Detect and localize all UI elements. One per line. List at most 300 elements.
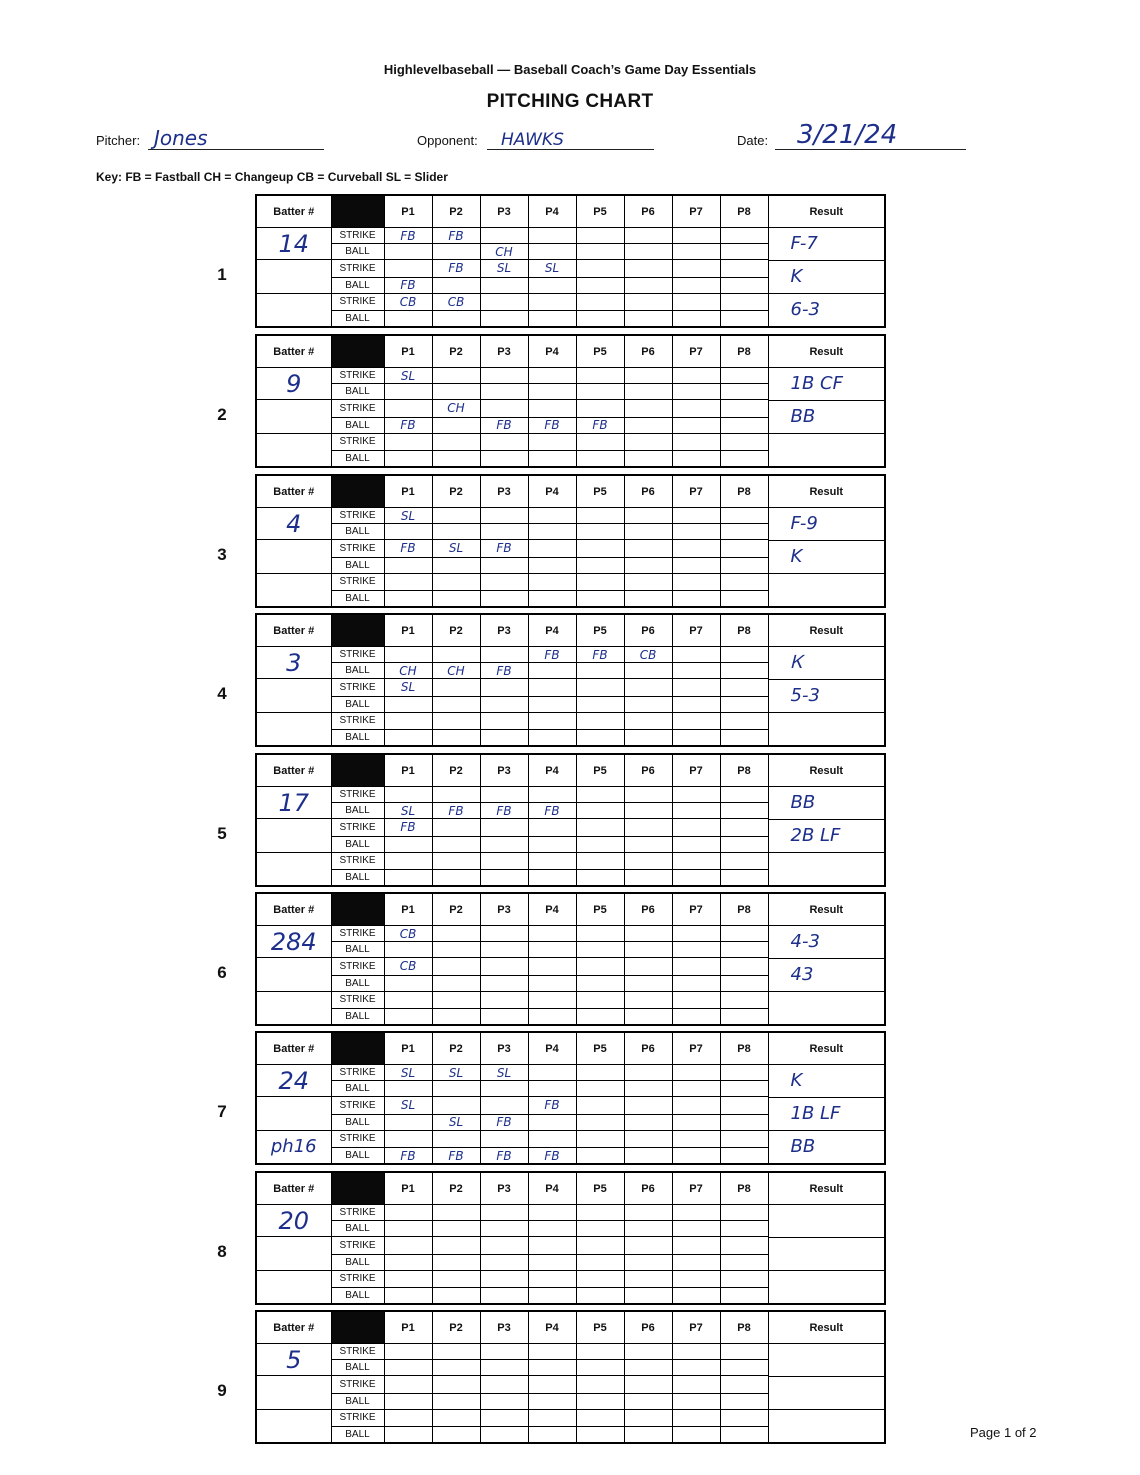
pitch-cell[interactable] [384,451,432,468]
pitch-cell[interactable] [576,991,624,1009]
pitch-cell[interactable] [672,311,720,328]
pitch-cell[interactable] [528,1376,576,1394]
pitch-cell[interactable] [720,1344,768,1360]
pitch-cell[interactable] [528,277,576,293]
pitch-cell[interactable] [432,1288,480,1305]
batter-number-cell[interactable] [256,712,331,746]
pitch-cell[interactable] [384,260,432,278]
pitch-cell[interactable] [384,311,432,328]
pitch-cell[interactable] [528,1130,576,1148]
result-cell[interactable] [768,1344,885,1444]
pitch-cell[interactable] [576,1205,624,1221]
pitch-cell[interactable] [720,1376,768,1394]
pitch-cell[interactable] [576,1097,624,1115]
pitch-cell[interactable] [480,293,528,311]
pitch-cell[interactable] [624,1148,672,1165]
pitch-cell[interactable] [576,647,624,663]
pitch-cell[interactable] [576,400,624,418]
pitch-cell[interactable] [672,368,720,384]
pitch-cell[interactable] [528,942,576,958]
pitch-cell[interactable] [384,573,432,591]
pitch-cell[interactable] [528,696,576,712]
pitch-cell[interactable] [576,591,624,608]
pitch-cell[interactable] [720,311,768,328]
pitch-cell[interactable] [720,1270,768,1288]
pitch-cell[interactable] [480,1270,528,1288]
pitch-cell[interactable] [576,1148,624,1165]
pitch-cell[interactable] [480,679,528,697]
batter-number-cell[interactable] [256,1237,331,1271]
pitch-cell[interactable] [672,1205,720,1221]
pitch-cell[interactable] [576,293,624,311]
pitch-cell[interactable] [528,260,576,278]
pitch-cell[interactable] [720,384,768,400]
pitch-cell[interactable] [576,696,624,712]
pitch-cell[interactable] [720,926,768,942]
pitch-cell[interactable] [528,1114,576,1130]
pitch-cell[interactable] [432,1409,480,1427]
pitch-cell[interactable] [480,1393,528,1409]
pitch-cell[interactable] [480,260,528,278]
pitch-cell[interactable] [672,852,720,870]
pitch-cell[interactable] [480,228,528,244]
pitch-cell[interactable] [480,1009,528,1026]
pitch-cell[interactable] [720,1081,768,1097]
pitch-cell[interactable] [528,1009,576,1026]
pitch-cell[interactable] [480,1237,528,1255]
pitch-cell[interactable] [384,1427,432,1444]
pitch-cell[interactable] [720,1009,768,1026]
pitch-cell[interactable] [720,958,768,976]
pitch-cell[interactable] [672,451,720,468]
result-cell[interactable] [768,926,885,1026]
pitch-cell[interactable] [576,942,624,958]
pitch-cell[interactable] [384,1065,432,1081]
pitch-cell[interactable] [624,663,672,679]
pitch-cell[interactable] [480,368,528,384]
batter-number-cell[interactable] [256,926,331,958]
pitch-cell[interactable] [384,1254,432,1270]
pitch-cell[interactable] [528,228,576,244]
pitch-cell[interactable] [432,1237,480,1255]
pitch-cell[interactable] [672,1065,720,1081]
pitch-cell[interactable] [528,417,576,433]
pitch-cell[interactable] [672,1009,720,1026]
pitch-cell[interactable] [480,311,528,328]
pitch-cell[interactable] [672,1221,720,1237]
pitch-cell[interactable] [624,991,672,1009]
pitch-cell[interactable] [576,819,624,837]
pitch-cell[interactable] [528,433,576,451]
batter-number-cell[interactable] [256,260,331,294]
pitch-cell[interactable] [624,1097,672,1115]
pitch-cell[interactable] [624,1427,672,1444]
pitch-cell[interactable] [480,384,528,400]
pitch-cell[interactable] [432,1114,480,1130]
pitch-cell[interactable] [576,1114,624,1130]
pitch-cell[interactable] [528,508,576,524]
pitch-cell[interactable] [384,1097,432,1115]
batter-number-cell[interactable] [256,991,331,1025]
pitch-cell[interactable] [384,991,432,1009]
pitch-cell[interactable] [480,819,528,837]
pitch-cell[interactable] [672,228,720,244]
pitch-cell[interactable] [576,870,624,887]
pitch-cell[interactable] [672,679,720,697]
pitch-cell[interactable] [432,508,480,524]
pitch-cell[interactable] [624,926,672,942]
pitch-cell[interactable] [432,1344,480,1360]
pitch-cell[interactable] [624,852,672,870]
pitch-cell[interactable] [576,524,624,540]
pitch-cell[interactable] [720,260,768,278]
pitch-cell[interactable] [720,712,768,730]
result-cell[interactable] [768,787,885,887]
pitch-cell[interactable] [528,712,576,730]
pitch-cell[interactable] [384,803,432,819]
pitch-cell[interactable] [672,1409,720,1427]
pitch-cell[interactable] [720,400,768,418]
pitch-cell[interactable] [384,942,432,958]
pitch-cell[interactable] [624,1344,672,1360]
pitch-cell[interactable] [528,1427,576,1444]
result-cell[interactable] [768,647,885,747]
pitch-cell[interactable] [528,819,576,837]
batter-number-cell[interactable] [256,1344,331,1376]
pitch-cell[interactable] [432,293,480,311]
pitch-cell[interactable] [432,557,480,573]
pitch-cell[interactable] [624,696,672,712]
pitch-cell[interactable] [576,1221,624,1237]
pitch-cell[interactable] [720,1130,768,1148]
pitch-cell[interactable] [576,787,624,803]
pitch-cell[interactable] [528,293,576,311]
pitch-cell[interactable] [528,1393,576,1409]
pitch-cell[interactable] [720,647,768,663]
pitch-cell[interactable] [432,870,480,887]
pitch-cell[interactable] [480,433,528,451]
pitch-cell[interactable] [384,1393,432,1409]
pitch-cell[interactable] [432,277,480,293]
pitch-cell[interactable] [672,433,720,451]
pitch-cell[interactable] [720,591,768,608]
pitch-cell[interactable] [384,787,432,803]
batter-number-cell[interactable] [256,1270,331,1304]
pitch-cell[interactable] [672,1148,720,1165]
pitch-cell[interactable] [720,696,768,712]
pitch-cell[interactable] [720,1427,768,1444]
pitch-cell[interactable] [432,958,480,976]
pitch-cell[interactable] [672,244,720,260]
pitch-cell[interactable] [576,451,624,468]
pitch-cell[interactable] [432,1360,480,1376]
pitch-cell[interactable] [528,926,576,942]
pitch-cell[interactable] [480,1130,528,1148]
pitch-cell[interactable] [624,1221,672,1237]
pitch-cell[interactable] [384,730,432,747]
pitch-cell[interactable] [624,803,672,819]
pitch-cell[interactable] [528,803,576,819]
result-cell[interactable] [768,1065,885,1165]
pitch-cell[interactable] [432,1427,480,1444]
pitch-cell[interactable] [480,991,528,1009]
pitch-cell[interactable] [432,368,480,384]
pitch-cell[interactable] [624,942,672,958]
pitch-cell[interactable] [576,368,624,384]
pitch-cell[interactable] [480,787,528,803]
pitch-cell[interactable] [624,647,672,663]
batter-number-cell[interactable] [256,1097,331,1131]
pitch-cell[interactable] [624,975,672,991]
pitch-cell[interactable] [432,573,480,591]
pitch-cell[interactable] [384,819,432,837]
pitch-cell[interactable] [384,1288,432,1305]
pitch-cell[interactable] [480,1221,528,1237]
pitch-cell[interactable] [384,1009,432,1026]
pitch-cell[interactable] [720,417,768,433]
pitch-cell[interactable] [432,836,480,852]
pitch-cell[interactable] [528,1288,576,1305]
pitch-cell[interactable] [624,433,672,451]
pitch-cell[interactable] [624,1393,672,1409]
pitch-cell[interactable] [672,1237,720,1255]
pitch-cell[interactable] [624,787,672,803]
pitch-cell[interactable] [624,591,672,608]
pitch-cell[interactable] [480,524,528,540]
pitch-cell[interactable] [528,647,576,663]
pitch-cell[interactable] [576,244,624,260]
pitch-cell[interactable] [480,712,528,730]
pitch-cell[interactable] [384,384,432,400]
pitch-cell[interactable] [528,1148,576,1165]
pitch-cell[interactable] [624,417,672,433]
pitch-cell[interactable] [576,1237,624,1255]
pitch-cell[interactable] [672,1393,720,1409]
pitch-cell[interactable] [480,277,528,293]
pitch-cell[interactable] [672,942,720,958]
pitch-cell[interactable] [384,1237,432,1255]
pitch-cell[interactable] [720,557,768,573]
pitch-cell[interactable] [432,730,480,747]
pitch-cell[interactable] [624,524,672,540]
pitch-cell[interactable] [432,663,480,679]
pitch-cell[interactable] [384,958,432,976]
pitch-cell[interactable] [432,926,480,942]
pitch-cell[interactable] [720,1148,768,1165]
pitch-cell[interactable] [576,1427,624,1444]
pitch-cell[interactable] [624,819,672,837]
pitch-cell[interactable] [576,384,624,400]
pitch-cell[interactable] [384,508,432,524]
pitch-cell[interactable] [624,1254,672,1270]
pitch-cell[interactable] [720,1221,768,1237]
pitch-cell[interactable] [720,1237,768,1255]
batter-number-cell[interactable] [256,647,331,679]
pitch-cell[interactable] [432,400,480,418]
pitch-cell[interactable] [720,819,768,837]
pitch-cell[interactable] [528,870,576,887]
pitch-cell[interactable] [624,244,672,260]
pitch-cell[interactable] [624,1205,672,1221]
pitch-cell[interactable] [720,433,768,451]
pitch-cell[interactable] [576,730,624,747]
pitch-cell[interactable] [672,400,720,418]
pitch-cell[interactable] [672,958,720,976]
batter-number-cell[interactable] [256,1205,331,1237]
pitch-cell[interactable] [576,852,624,870]
pitch-cell[interactable] [528,368,576,384]
pitch-cell[interactable] [720,508,768,524]
pitch-cell[interactable] [384,663,432,679]
pitch-cell[interactable] [624,1360,672,1376]
pitch-cell[interactable] [528,1237,576,1255]
pitch-cell[interactable] [480,803,528,819]
pitch-cell[interactable] [576,679,624,697]
pitch-cell[interactable] [720,1097,768,1115]
pitch-cell[interactable] [720,524,768,540]
pitch-cell[interactable] [384,870,432,887]
pitch-cell[interactable] [672,647,720,663]
pitch-cell[interactable] [672,540,720,558]
pitch-cell[interactable] [672,1254,720,1270]
pitch-cell[interactable] [432,819,480,837]
pitch-cell[interactable] [624,1065,672,1081]
pitch-cell[interactable] [672,524,720,540]
pitch-cell[interactable] [528,1409,576,1427]
pitch-cell[interactable] [480,400,528,418]
batter-number-cell[interactable] [256,508,331,540]
pitch-cell[interactable] [624,293,672,311]
pitch-cell[interactable] [528,244,576,260]
pitch-cell[interactable] [624,1409,672,1427]
pitch-cell[interactable] [624,870,672,887]
pitch-cell[interactable] [576,417,624,433]
pitch-cell[interactable] [624,557,672,573]
pitch-cell[interactable] [528,787,576,803]
pitch-cell[interactable] [480,852,528,870]
pitch-cell[interactable] [720,1065,768,1081]
pitch-cell[interactable] [576,557,624,573]
pitch-cell[interactable] [480,1409,528,1427]
pitch-cell[interactable] [720,368,768,384]
pitch-cell[interactable] [384,557,432,573]
pitch-cell[interactable] [672,836,720,852]
pitch-cell[interactable] [480,451,528,468]
pitch-cell[interactable] [528,311,576,328]
pitch-cell[interactable] [432,712,480,730]
pitch-cell[interactable] [672,260,720,278]
pitch-cell[interactable] [672,277,720,293]
pitch-cell[interactable] [432,647,480,663]
batter-number-cell[interactable] [256,228,331,260]
pitch-cell[interactable] [672,975,720,991]
pitch-cell[interactable] [576,663,624,679]
pitch-cell[interactable] [528,852,576,870]
pitch-cell[interactable] [528,1081,576,1097]
pitch-cell[interactable] [384,647,432,663]
pitch-cell[interactable] [480,1360,528,1376]
pitch-cell[interactable] [432,1081,480,1097]
pitch-cell[interactable] [432,260,480,278]
pitch-cell[interactable] [672,293,720,311]
pitch-cell[interactable] [576,1009,624,1026]
pitch-cell[interactable] [576,573,624,591]
pitch-cell[interactable] [528,1065,576,1081]
pitch-cell[interactable] [384,1376,432,1394]
pitch-cell[interactable] [384,679,432,697]
pitch-cell[interactable] [624,958,672,976]
pitch-cell[interactable] [624,1237,672,1255]
pitch-cell[interactable] [720,277,768,293]
pitch-cell[interactable] [720,991,768,1009]
pitch-cell[interactable] [624,540,672,558]
pitch-cell[interactable] [480,1148,528,1165]
pitch-cell[interactable] [480,1065,528,1081]
pitch-cell[interactable] [384,852,432,870]
pitch-cell[interactable] [720,1409,768,1427]
pitch-cell[interactable] [672,1376,720,1394]
pitch-cell[interactable] [624,1288,672,1305]
pitch-cell[interactable] [720,1288,768,1305]
pitch-cell[interactable] [720,1393,768,1409]
pitch-cell[interactable] [720,244,768,260]
pitch-cell[interactable] [528,836,576,852]
pitch-cell[interactable] [528,958,576,976]
pitch-cell[interactable] [672,1097,720,1115]
pitch-cell[interactable] [528,1254,576,1270]
pitch-cell[interactable] [480,663,528,679]
pitch-cell[interactable] [720,1205,768,1221]
pitch-cell[interactable] [432,696,480,712]
pitch-cell[interactable] [576,228,624,244]
pitch-cell[interactable] [432,991,480,1009]
pitch-cell[interactable] [432,311,480,328]
pitch-cell[interactable] [384,1205,432,1221]
pitch-cell[interactable] [432,1148,480,1165]
pitch-cell[interactable] [720,942,768,958]
pitch-cell[interactable] [672,787,720,803]
pitch-cell[interactable] [384,244,432,260]
pitch-cell[interactable] [672,1270,720,1288]
pitch-cell[interactable] [432,852,480,870]
pitch-cell[interactable] [432,1393,480,1409]
batter-number-cell[interactable] [256,433,331,467]
pitch-cell[interactable] [432,433,480,451]
result-cell[interactable] [768,368,885,468]
pitch-cell[interactable] [720,1360,768,1376]
pitch-cell[interactable] [528,1097,576,1115]
pitch-cell[interactable] [576,311,624,328]
pitch-cell[interactable] [720,787,768,803]
pitch-cell[interactable] [672,803,720,819]
pitch-cell[interactable] [720,852,768,870]
pitch-cell[interactable] [480,942,528,958]
pitch-cell[interactable] [384,1270,432,1288]
pitch-cell[interactable] [624,1114,672,1130]
pitch-cell[interactable] [480,417,528,433]
pitch-cell[interactable] [480,975,528,991]
pitch-cell[interactable] [480,591,528,608]
pitch-cell[interactable] [432,1376,480,1394]
pitch-cell[interactable] [528,540,576,558]
pitch-cell[interactable] [384,368,432,384]
pitch-cell[interactable] [624,679,672,697]
pitch-cell[interactable] [384,696,432,712]
pitch-cell[interactable] [576,433,624,451]
pitch-cell[interactable] [528,591,576,608]
pitch-cell[interactable] [432,787,480,803]
pitch-cell[interactable] [624,1009,672,1026]
